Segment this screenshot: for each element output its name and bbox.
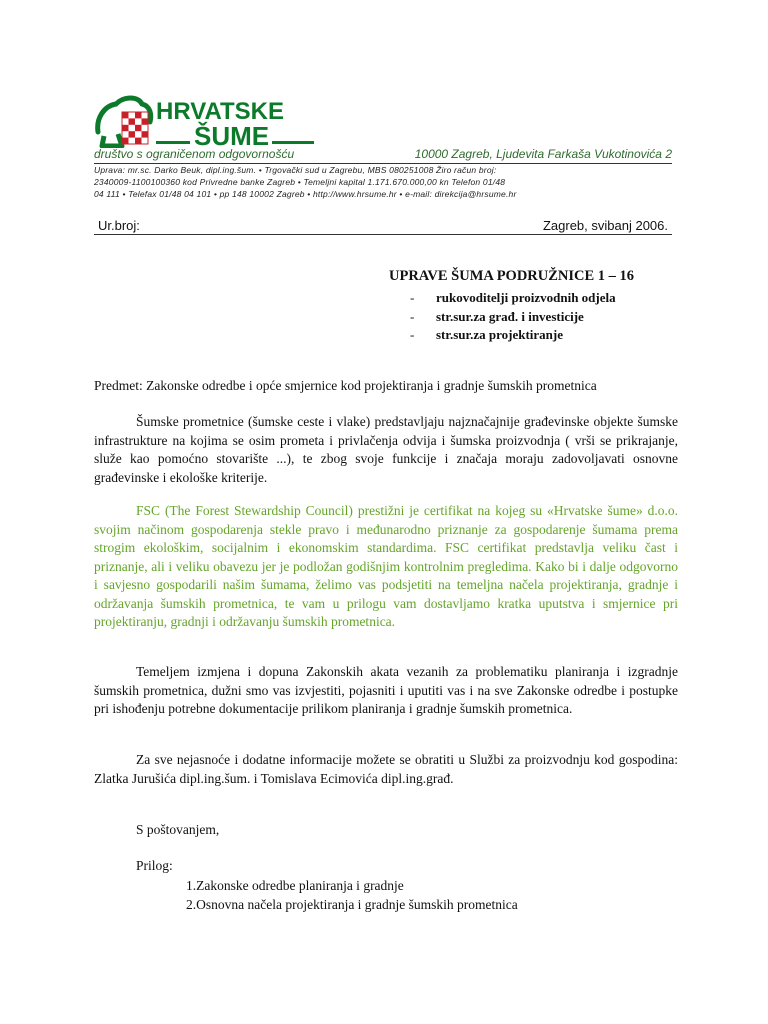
recipient-item: - rukovoditelji proizvodnih odjela xyxy=(410,289,616,308)
body-paragraph: Temeljem izmjena i dopuna Zakonskih akata vezanih za problematiku planiranja i izgradnje šumskih prometnica, dužni smo vas izvjestiti, pojasniti i uputiti vas i na sve Zakonske odredbe i postupke pri ishođenju potrebne dokumentacije prilikom planiranja i gradnje šumskih prometnica. xyxy=(94,664,678,716)
company-logo-graphic xyxy=(94,92,316,148)
company-logo xyxy=(94,92,316,148)
subject-line: Predmet: Zakonske odredbe i opće smjernice kod projektiranja i gradnje šumskih prometnica xyxy=(94,378,597,393)
body-paragraph: Šumske prometnice (šumske ceste i vlake) predstavljaju najznačajnije građevinske objekte šumske infrastrukture na kojima se osim prometa i privlačenja odvija i šumska proizvodnja ( vrši se prikrajanje, služe kao pomoćno stovarište ...), te zbog svoje funkcije i značaja moraju zadovoljavati osnovne građevinske i ekološke kriterije. xyxy=(94,414,678,485)
recipient-item: - str.sur.za projektiranje xyxy=(410,326,616,345)
reference-line xyxy=(94,218,672,235)
company-info-line: 04 111 • Telefax 01/48 04 101 • pp 148 10002 Zagreb • http://www.hrsume.hr • e-mail: direkcija@hrsume.hr xyxy=(94,189,517,199)
attachment-list xyxy=(186,877,518,914)
attachment-item: 1.Zakonske odredbe planiranja i gradnje xyxy=(186,878,404,893)
logo-line2: ŠUME xyxy=(194,121,270,148)
company-type: društvo s ograničenom odgovornošću xyxy=(94,147,295,161)
company-info-line: 2340009-1100100360 kod Privredne banke Zagreb • Temeljni kapital 1.171.670.000,00 kn Telefon 01/48 xyxy=(94,177,506,187)
recipient-item: - str.sur.za građ. i investicije xyxy=(410,308,616,327)
place-date: Zagreb, svibanj 2006. xyxy=(542,218,668,233)
company-address: 10000 Zagreb, Ljudevita Farkaša Vukotinovića 2 xyxy=(414,147,672,161)
company-info-line: Uprava: mr.sc. Darko Beuk, dipl.ing.šum. • Trgovački sud u Zagrebu, MBS 080251008 Žiro račun broj: xyxy=(94,165,497,175)
reference-number-label: Ur.broj: xyxy=(98,218,140,233)
attachment-label: Prilog: xyxy=(136,858,173,873)
body-paragraph: Za sve nejasnoće i dodatne informacije možete se obratiti u Službi za proizvodnju kod gospodina: Zlatka Jurušića dipl.ing.šum. i Tomislava Ecimovića dipl.ing.građ. xyxy=(94,752,678,786)
closing: S poštovanjem, xyxy=(136,822,220,837)
company-line xyxy=(94,147,672,164)
checkerboard-icon xyxy=(122,112,148,144)
addressee-title: UPRAVE ŠUMA PODRUŽNICE 1 – 16 xyxy=(389,268,635,284)
recipient-list xyxy=(410,289,616,345)
attachment-item: 2.Osnovna načela projektiranja i gradnje šumskih prometnica xyxy=(186,896,518,912)
logo-line1: HRVATSKE xyxy=(156,98,285,125)
fsc-paragraph: FSC (The Forest Stewardship Council) prestižni je certifikat na kojeg su «Hrvatske šume» d.o.o. svojim načinom gospodarenja stekle pravo i međunarodno priznanje za gospodarenje šumama prema strogim ekološkim, socijalnim i ekonomskim standardima. FSC certifikat predstavlja veliku čast i priznanje, ali i veliku obavezu jer je podložan godišnjim kontrolnim pregledima. Kako bi i dalje odgovorno i savjesno gospodarili našim šumama, želimo vas podsjetiti na temeljna načela projektiranja, gradnje i održavanja šumskih prometnica, te vam u prilogu vam dostavljamo kratka uputstva i smjernice pri projektiranju, gradnji i održavanju šumskih prometnica. xyxy=(94,503,678,629)
